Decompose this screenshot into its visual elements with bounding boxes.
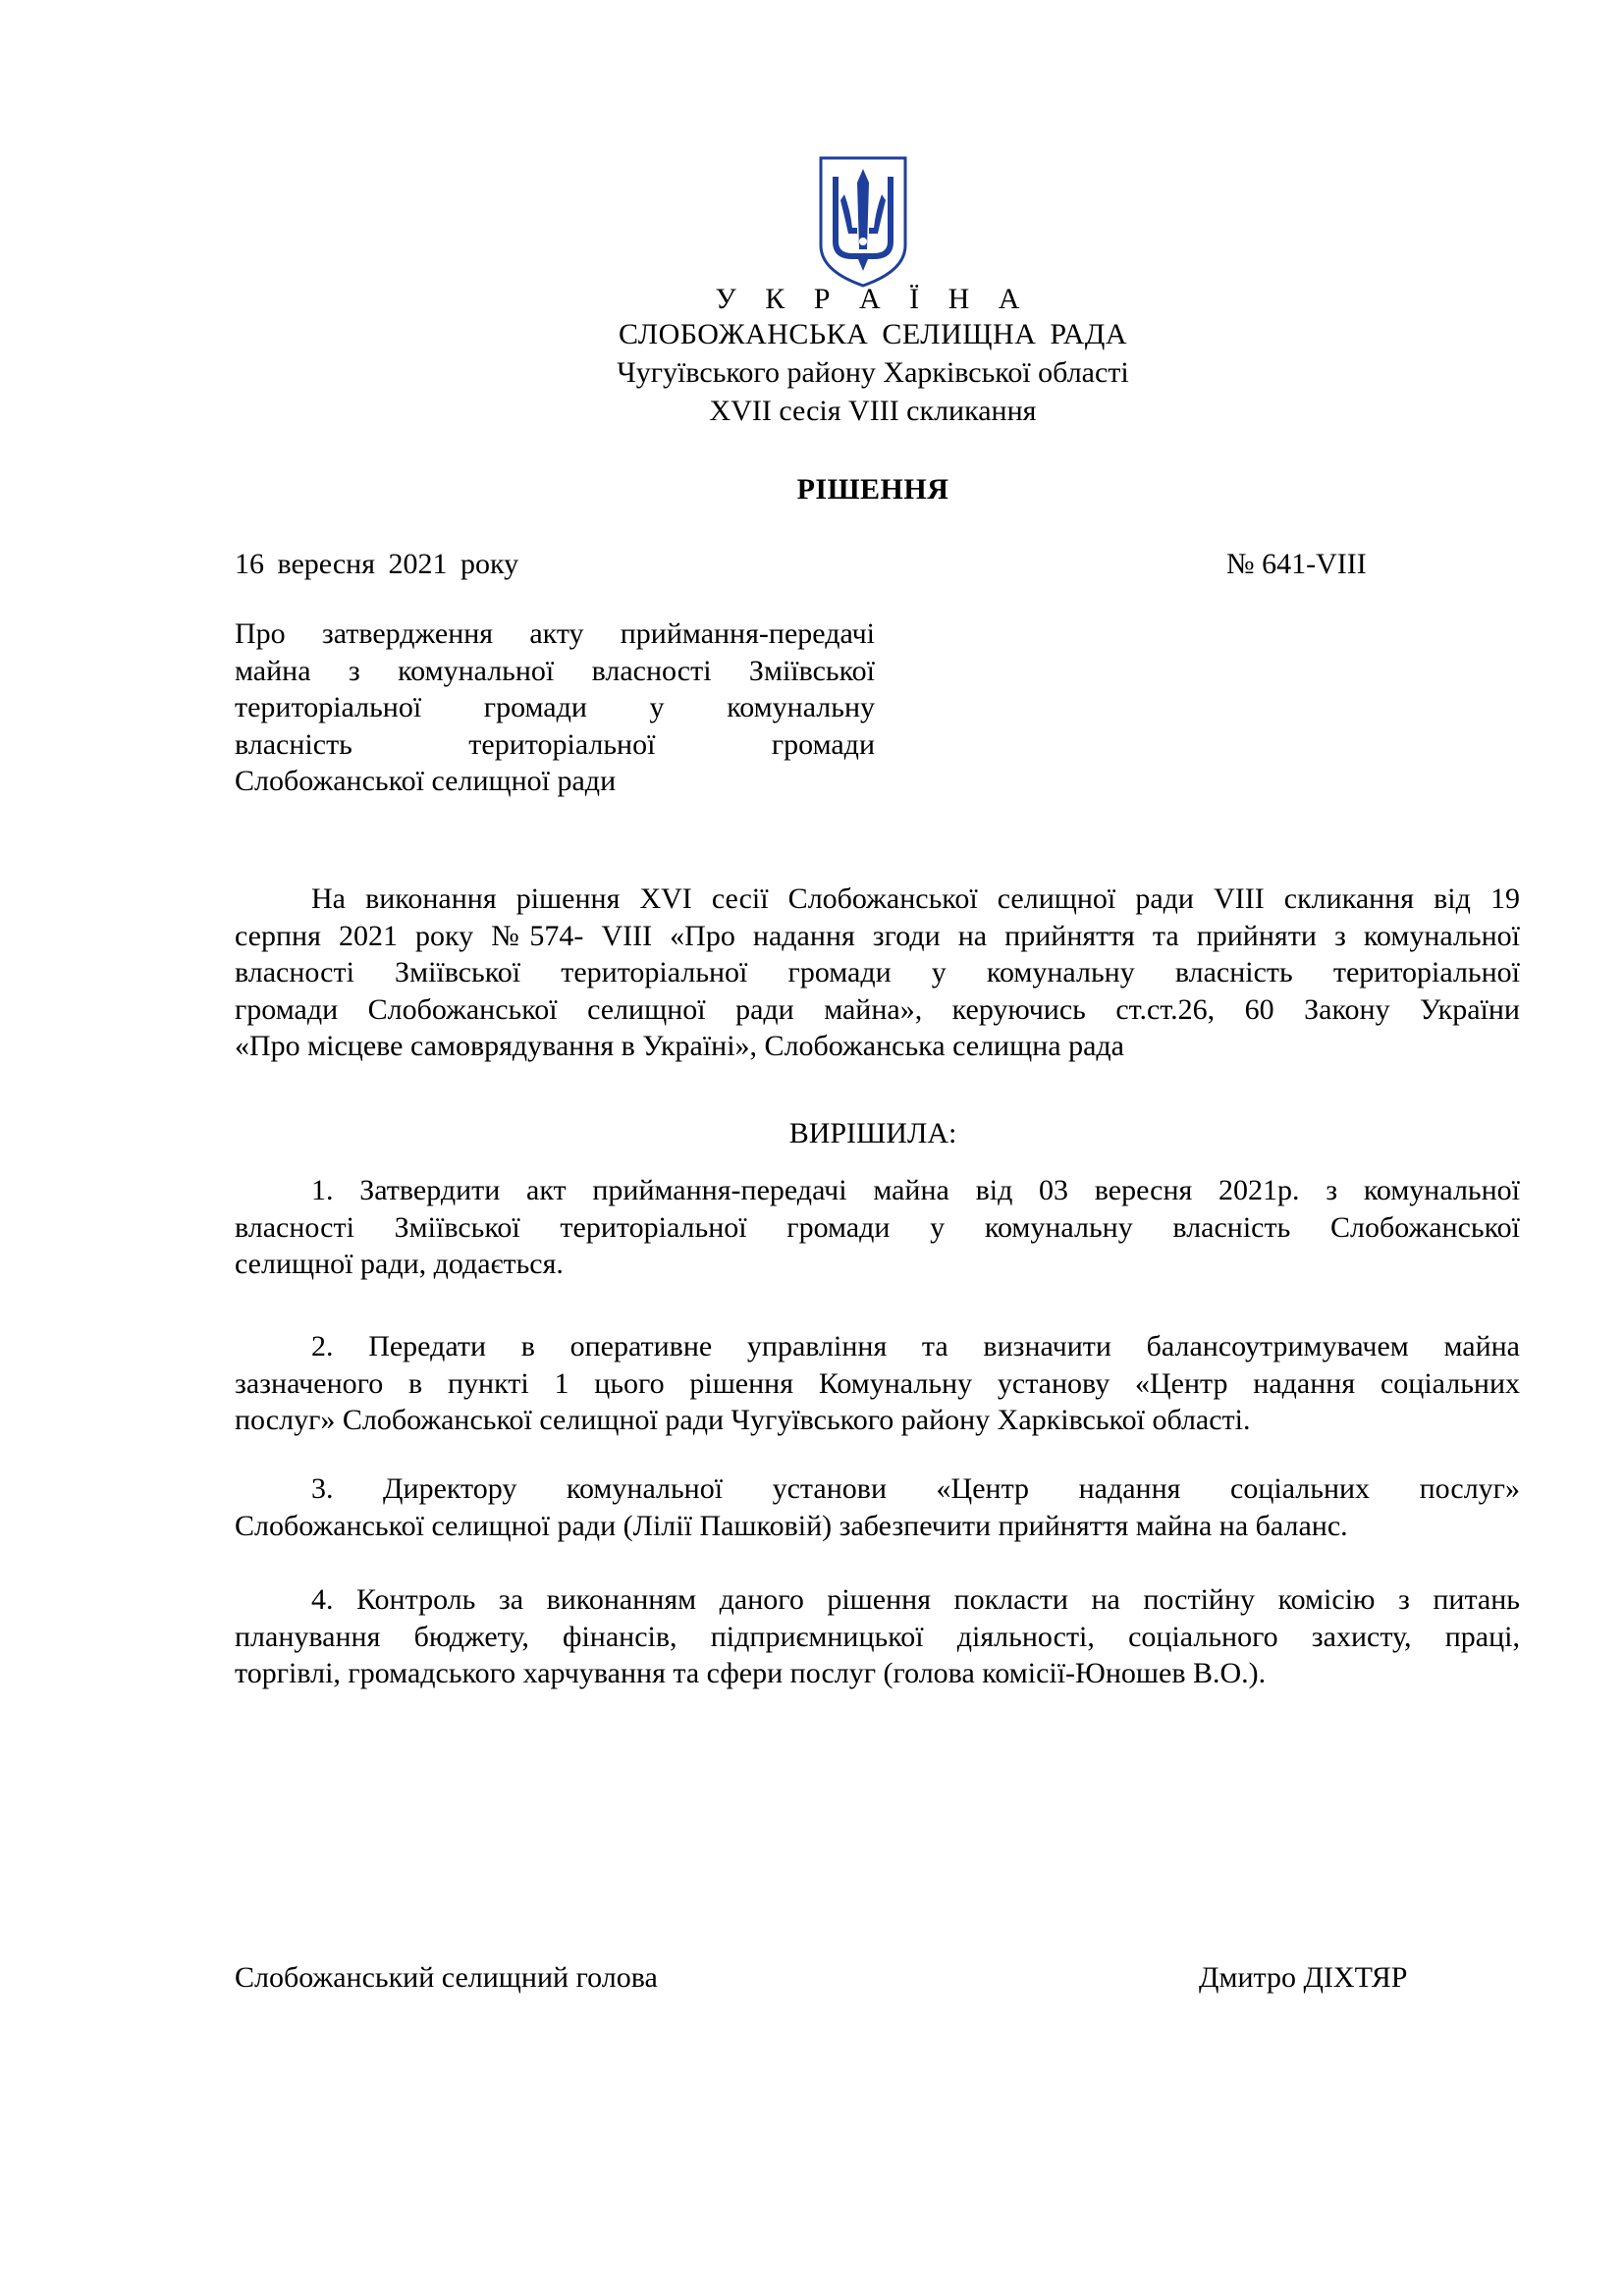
item-line: планування бюджету, фінансів, підприємницької діяльності, соціального захисту, праці,	[235, 1620, 1520, 1653]
item-line: послуг» Слобожанської селищної ради Чугуївського району Харківської області.	[235, 1404, 1251, 1437]
country-heading: У К Р А Ї Н А	[715, 283, 1031, 315]
item-line: 1. Затвердити акт приймання-передачі майна від 03 вересня 2021р. з комунальної	[311, 1174, 1520, 1206]
subject-line: Слобожанської селищної ради	[235, 765, 617, 798]
subject-line: власність територіальної громади	[235, 727, 875, 761]
preamble-line: На виконання рішення XVI сесії Слобожанської селищної ради VIII скликання від 19	[311, 882, 1520, 915]
subject-line: Про затвердження акту приймання-передачі	[235, 617, 875, 650]
subject-line: майна з комунальної власності Зміївської	[235, 654, 875, 687]
decision-number: № 641-VIII	[1226, 548, 1367, 580]
item-line: 2. Передати в оперативне управління та визначити балансоутримувачем майна	[311, 1330, 1520, 1362]
signatory-title: Слобожанський селищний голова	[235, 1961, 658, 1994]
document-title: РІШЕННЯ	[796, 473, 949, 506]
item-line: зазначеного в пункті 1 цього рішення Комунальну установу «Центр надання соціальних	[235, 1366, 1520, 1400]
item-line: селищної ради, додається.	[235, 1248, 564, 1281]
district-heading: Чугуївського району Харківської області	[617, 356, 1129, 389]
decision-subject	[235, 615, 875, 800]
item-line: власності Зміївської територіальної громади у комунальну власність Слобожанської	[235, 1210, 1520, 1244]
preamble-line: громади Слобожанської селищної ради майна», керуючись ст.ст.26, 60 Закону України	[235, 992, 1520, 1026]
item-line: 4. Контроль за виконанням даного рішення покласти на постійну комісію з питань	[311, 1583, 1520, 1616]
signatory-name: Дмитро ДІХТЯР	[1199, 1961, 1408, 1994]
subject-line: територіальної громади у комунальну	[235, 691, 875, 724]
preamble-paragraph	[235, 881, 1520, 1065]
decision-item-3	[235, 1470, 1520, 1544]
council-heading: СЛОБОЖАНСЬКА СЕЛИЩНА РАДА	[618, 318, 1128, 350]
decision-item-1	[235, 1172, 1520, 1283]
decision-item-4	[235, 1581, 1520, 1692]
coat-of-arms-icon	[817, 155, 909, 289]
item-line: 3. Директору комунальної установи «Центр надання соціальних послуг»	[311, 1472, 1520, 1505]
preamble-line: серпня 2021 року №574- VIII «Про надання згоди на прийняття та прийняти з комунальної	[235, 919, 1520, 952]
preamble-line: «Про місцеве самоврядування в Україні», Слобожанська селищна рада	[235, 1030, 1124, 1063]
item-line: торгівлі, громадського харчування та сфери послуг (голова комісії-Юношев В.О.).	[235, 1657, 1267, 1690]
decision-item-2	[235, 1328, 1520, 1439]
item-line: Слобожанської селищної ради (Лілії Пашковій) забезпечити прийняття майна на баланс.	[235, 1509, 1348, 1542]
decision-date: 16 вересня 2021 року	[235, 548, 519, 580]
preamble-line: власності Зміївської територіальної громади у комунальну власність територіальної	[235, 956, 1520, 989]
decided-heading: ВИРІШИЛА:	[788, 1117, 957, 1149]
session-heading: XVII сесія VIII скликання	[709, 395, 1037, 427]
